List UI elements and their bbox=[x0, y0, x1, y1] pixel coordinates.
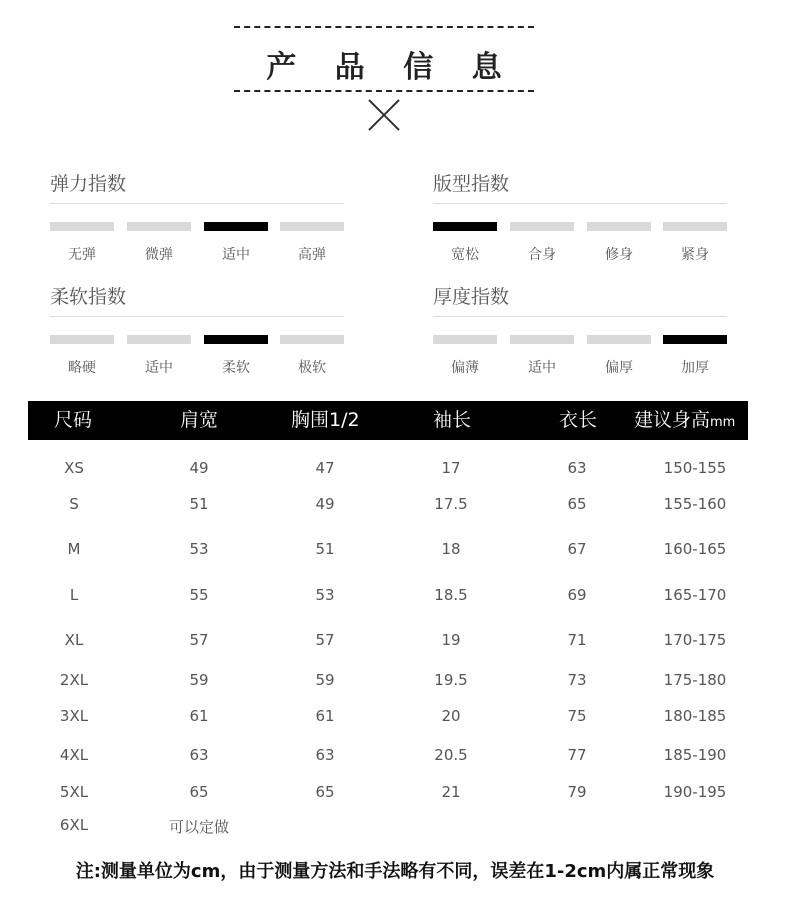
fit-index bbox=[433, 171, 727, 262]
column-header-height bbox=[634, 401, 735, 440]
index-option-label: 极软 bbox=[298, 360, 326, 376]
table-cell: L bbox=[69, 586, 79, 604]
index-level-bar-selected bbox=[204, 335, 268, 344]
table-cell: S bbox=[69, 495, 79, 513]
column-header-length: 衣长 bbox=[559, 409, 598, 431]
table-cell: 71 bbox=[567, 631, 587, 649]
table-cell: 63 bbox=[567, 459, 587, 477]
table-cell: 175-180 bbox=[663, 671, 727, 689]
index-option-label: 偏薄 bbox=[451, 360, 479, 376]
index-option-label: 紧身 bbox=[681, 247, 709, 263]
index-option-label: 适中 bbox=[145, 360, 173, 376]
table-cell: 47 bbox=[315, 459, 335, 477]
index-option-label: 加厚 bbox=[681, 360, 709, 376]
index-option-label: 偏厚 bbox=[605, 360, 633, 376]
height-header-label: 建议身高 bbox=[634, 409, 711, 431]
index-level-bar bbox=[50, 222, 114, 231]
index-level-bar bbox=[127, 335, 191, 344]
table-cell: 49 bbox=[189, 459, 209, 477]
index-title: 弹力指数 bbox=[50, 173, 127, 195]
table-cell: 65 bbox=[189, 783, 209, 801]
table-cell: 67 bbox=[567, 540, 587, 558]
header-divider-top bbox=[234, 26, 534, 28]
table-cell: 5XL bbox=[59, 783, 89, 801]
table-cell: 79 bbox=[567, 783, 587, 801]
table-cell: 63 bbox=[189, 746, 209, 764]
close-icon bbox=[367, 98, 401, 132]
table-cell: 2XL bbox=[59, 671, 89, 689]
table-cell: 可以定做 bbox=[168, 818, 229, 836]
index-level-bar bbox=[587, 222, 651, 231]
index-option-label: 宽松 bbox=[451, 247, 479, 263]
index-divider bbox=[50, 203, 344, 204]
index-level-bar-selected bbox=[433, 222, 497, 231]
thickness-index bbox=[433, 284, 727, 375]
table-cell: 170-175 bbox=[663, 631, 727, 649]
table-cell: 180-185 bbox=[663, 707, 727, 725]
column-header-shoulder: 肩宽 bbox=[180, 409, 219, 431]
table-cell: 17.5 bbox=[434, 495, 468, 513]
index-level-bar bbox=[280, 222, 344, 231]
table-cell: 53 bbox=[189, 540, 209, 558]
index-level-bar-selected bbox=[204, 222, 268, 231]
column-header-sleeve: 袖长 bbox=[433, 409, 472, 431]
index-option-label: 适中 bbox=[222, 247, 250, 263]
table-cell: 69 bbox=[567, 586, 587, 604]
column-header-size: 尺码 bbox=[54, 409, 93, 431]
table-cell: 59 bbox=[189, 671, 209, 689]
table-cell: 6XL bbox=[59, 816, 89, 834]
table-cell: 19.5 bbox=[434, 671, 468, 689]
index-option-label: 柔软 bbox=[222, 360, 250, 376]
table-cell: 51 bbox=[189, 495, 209, 513]
index-level-bar bbox=[433, 335, 497, 344]
measurement-note: 注:测量单位为cm，由于测量方法和手法略有不同，误差在1-2cm内属正常现象 bbox=[75, 861, 715, 882]
table-cell: 49 bbox=[315, 495, 335, 513]
table-cell: 160-165 bbox=[663, 540, 727, 558]
column-header-chest: 胸围1/2 bbox=[291, 409, 360, 431]
elasticity-index bbox=[50, 171, 344, 262]
table-cell: 185-190 bbox=[663, 746, 727, 764]
table-cell: 59 bbox=[315, 671, 335, 689]
index-level-bar bbox=[663, 222, 727, 231]
table-cell: 55 bbox=[189, 586, 209, 604]
table-cell: 57 bbox=[315, 631, 335, 649]
table-cell: 155-160 bbox=[663, 495, 727, 513]
table-cell: 3XL bbox=[59, 707, 89, 725]
index-option-label: 适中 bbox=[528, 360, 556, 376]
index-option-label: 高弹 bbox=[298, 247, 326, 263]
table-cell: 190-195 bbox=[663, 783, 727, 801]
table-cell: 61 bbox=[315, 707, 335, 725]
index-title: 厚度指数 bbox=[433, 286, 510, 308]
index-divider bbox=[50, 316, 344, 317]
index-option-label: 修身 bbox=[605, 247, 633, 263]
table-cell: 65 bbox=[567, 495, 587, 513]
table-cell: 53 bbox=[315, 586, 335, 604]
index-option-label: 微弹 bbox=[145, 247, 173, 263]
index-level-bar-selected bbox=[663, 335, 727, 344]
index-title: 版型指数 bbox=[433, 173, 510, 195]
index-level-bar bbox=[510, 222, 574, 231]
table-cell: 65 bbox=[315, 783, 335, 801]
index-level-bar bbox=[587, 335, 651, 344]
table-cell: 19 bbox=[441, 631, 461, 649]
table-cell: 75 bbox=[567, 707, 587, 725]
table-cell: 18.5 bbox=[434, 586, 468, 604]
index-option-label: 合身 bbox=[528, 247, 556, 263]
height-unit: mm bbox=[710, 415, 736, 430]
table-cell: 18 bbox=[441, 540, 461, 558]
table-cell: 165-170 bbox=[663, 586, 727, 604]
table-cell: M bbox=[67, 540, 81, 558]
table-cell: XL bbox=[64, 631, 84, 649]
table-cell: 21 bbox=[441, 783, 461, 801]
table-cell: 61 bbox=[189, 707, 209, 725]
table-cell: 57 bbox=[189, 631, 209, 649]
table-cell: 150-155 bbox=[663, 459, 727, 477]
index-divider bbox=[433, 316, 727, 317]
index-divider bbox=[433, 203, 727, 204]
index-level-bar bbox=[510, 335, 574, 344]
index-level-bar bbox=[127, 222, 191, 231]
header-divider-bottom bbox=[234, 90, 534, 92]
page-title: 产 品 信 息 bbox=[266, 50, 516, 85]
index-option-label: 略硬 bbox=[68, 360, 96, 376]
size-table-header bbox=[28, 401, 748, 440]
index-level-bar bbox=[280, 335, 344, 344]
index-title: 柔软指数 bbox=[50, 286, 127, 308]
table-cell: 77 bbox=[567, 746, 587, 764]
table-cell: 51 bbox=[315, 540, 335, 558]
table-cell: 4XL bbox=[59, 746, 89, 764]
table-cell: XS bbox=[64, 459, 84, 477]
table-cell: 63 bbox=[315, 746, 335, 764]
table-cell: 73 bbox=[567, 671, 587, 689]
table-cell: 20 bbox=[441, 707, 461, 725]
index-level-bar bbox=[50, 335, 114, 344]
softness-index bbox=[50, 284, 344, 375]
table-cell: 20.5 bbox=[434, 746, 468, 764]
table-cell: 17 bbox=[441, 459, 461, 477]
index-option-label: 无弹 bbox=[68, 247, 96, 263]
